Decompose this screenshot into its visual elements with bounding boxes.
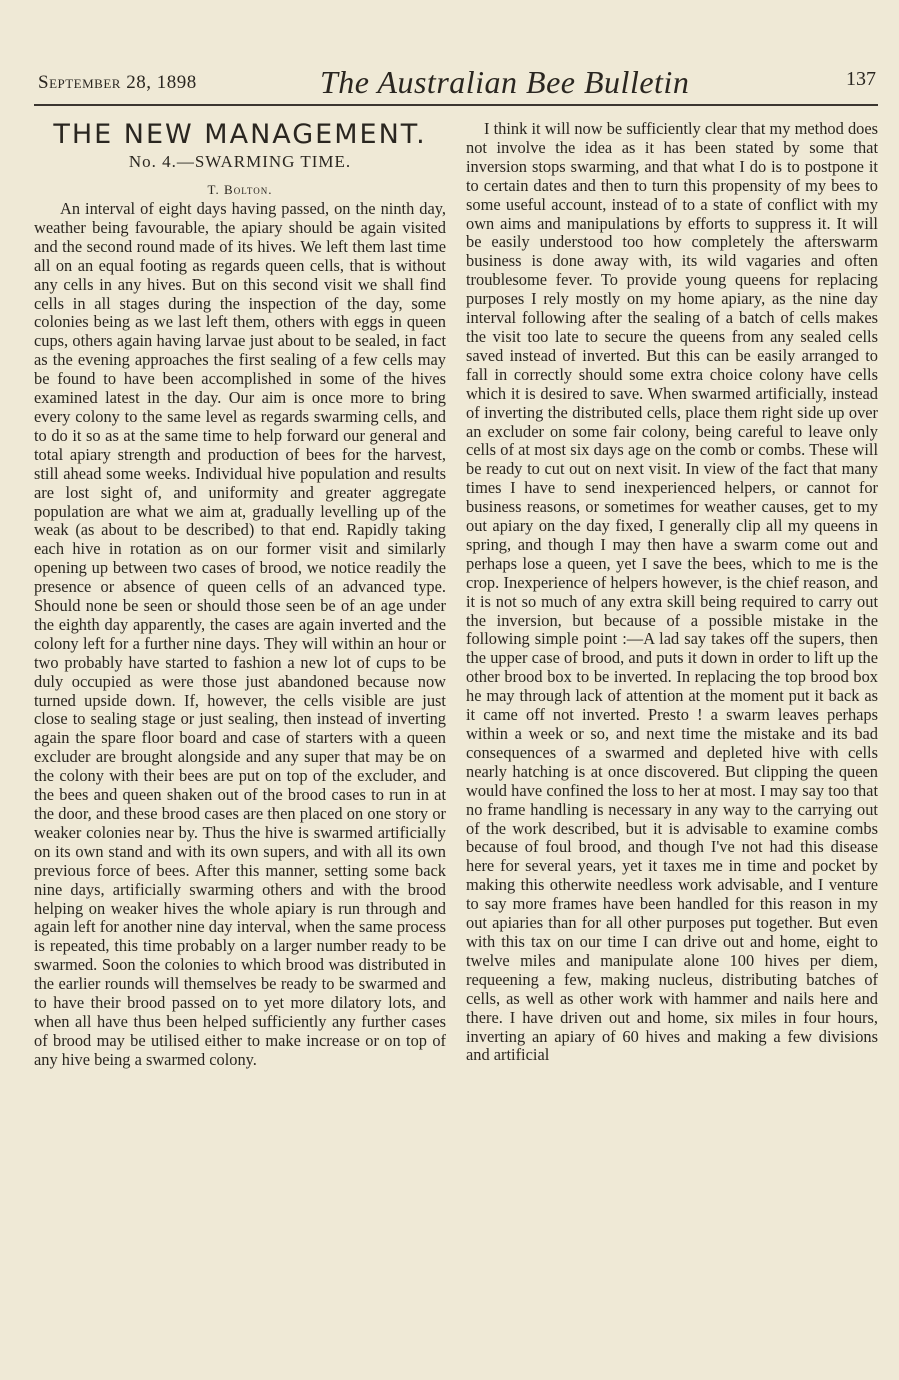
article-subtitle: No. 4.—SWARMING TIME. — [128, 152, 352, 171]
left-column — [34, 120, 446, 1070]
article-author: T. Bolton. — [207, 182, 273, 197]
journal-title: The Australian Bee Bulletin — [320, 64, 690, 100]
header-rule — [34, 104, 878, 106]
running-header — [38, 64, 876, 104]
page-number: 137 — [846, 68, 876, 90]
right-column-body: I think it will now be sufficiently clear that my method does not involve the idea as it has been stated by some that inversion stops swarming, and that what I do is to postpone it to certain dates and then to turn this propensity of my bees to some useful account, instead of to a state of conflict with my own aims and manipulations by efforts to suppress it. It will be easily understood too how completely the afterswarm business is done away with, its wild vagaries and often troublesome fever. To provide young queens for replacing purposes I rely mostly on my home apiary, as the nine day interval following after the sealing of a batch of cells makes the visit too late to secure the queens from any sealed cells saved instead of inverted. But this can be easily arranged to fall in correctly should some extra choice colony have cells which it is desired to save. When swarmed artificially, instead of inverting the distributed cells, place them right side up over an excluder on some fair colony, being careful to leave only cells of at most six days age on the comb or combs. These will be ready to cut out on next visit. In view of the fact that many times I have to send inexperienced helpers, or cannot for business reasons, or sometimes for weather causes, get to my out apiary on the day fixed, I generally clip all my queens in spring, and though I may then have a swarm come out and perhaps lose a queen, yet I save the bees, which to me is the crop. Inexperience of helpers however, is the chief reason, and it is not so much of any extra skill being required to carry out the inversion, but because of a possible mistake in the following simple point :—A lad say takes off the supers, then the upper case of brood, and puts it down in order to lift up the other brood box to be inverted. In replacing the top brood box he may through lack of attention at the moment put it back as it came off not inverted. Presto ! a swarm leaves perhaps within a week or so, and next time the mistake and its bad consequences of a swarmed and depleted hive with cells nearly hatching is at once discovered. But clipping the queen would have confined the loss to her at most. I may say too that no frame handling is necessary in any way to the carrying out of the work described, but it is advisable to examine combs because of foul brood, and though I've not had this disease here for several years, yet it taxes me in time and pocket by making this otherwite needless work advisable, and I venture to say more frames have been handled for this reason in my out apiaries than for all other purposes put together. But even with this tax on our time I can drive out and home, eight to twelve miles and manipulate alone 100 hives per diem, requeening a few, making nucleus, distributing batches of cells, as well as other work with hammer and nails here and there. I have driven out and home, six miles in four hours, inverting an apiary of 60 hives and making a few divisions and artificial — [466, 119, 878, 1065]
article-title: THE NEW MANAGEMENT. — [53, 119, 427, 150]
issue-date: September 28, 1898 — [38, 72, 197, 93]
right-column — [466, 120, 878, 1065]
left-column-body: An interval of eight days having passed, on the ninth day, weather being favourable, the apiary should be again visited and the second round made of its hives. We left them last time all on an equal footing as regards queen cells, that is without any cells in any hives. But on this second visit we shall find cells in all stages during the inspection of the day, some colonies being as we last left them, others with eggs in queen cups, others again having larvae just about to be sealed, in fact as the evening approaches the first sealing of a few cells may be found to have been accomplished in some of the hives examined latest in the day. Our aim is once more to bring every colony to the same level as regards swarming cells, and to do it so as at the same time to help forward our general and total apiary strength and production of bees for the harvest, still ahead some weeks. Individual hive population and results are lost sight of, and uniformity and greater aggregate population are what we aim at, gradually levelling up of the weak (as about to be described) to that end. Rapidly taking each hive in rotation as on our former visit and similarly opening up between two cases of brood, we notice readily the presence or absence of queen cells of an advanced type. Should none be seen or should those seen be of an age under the eighth day apparently, the cases are again inverted and the colony left for a further nine days. They will within an hour or two probably have started to fashion a new lot of cups to be duly occupied as were those just abandoned because now turned upside down. If, however, the cells visible are just close to sealing stage or just sealing, then instead of inverting again the spare floor board and case of starters with a queen excluder are brought alongside and any super that may be on the colony with their bees are put on top of the excluder, and the bees and queen shaken out of the brood cases to run in at the door, and these brood cases are then placed on one story or weaker colonies near by. Thus the hive is swarmed artificially on its own stand and with its own supers, and with all its own previous force of bees. After this manner, setting some back nine days, artificially swarming others and with the brood helping on weaker hives the whole apiary is run through and again left for another nine day interval, when the same process is repeated, this time probably on a larger number ready to be swarmed. Soon the colonies to which brood was distributed in the earlier rounds will themselves be ready to be swarmed and to have their brood passed on to yet more dilatory lots, and when all have thus been helped sufficiently any further cases of brood may be utilised either to make increase or on top of any hive being a swarmed colony. — [34, 199, 446, 1069]
